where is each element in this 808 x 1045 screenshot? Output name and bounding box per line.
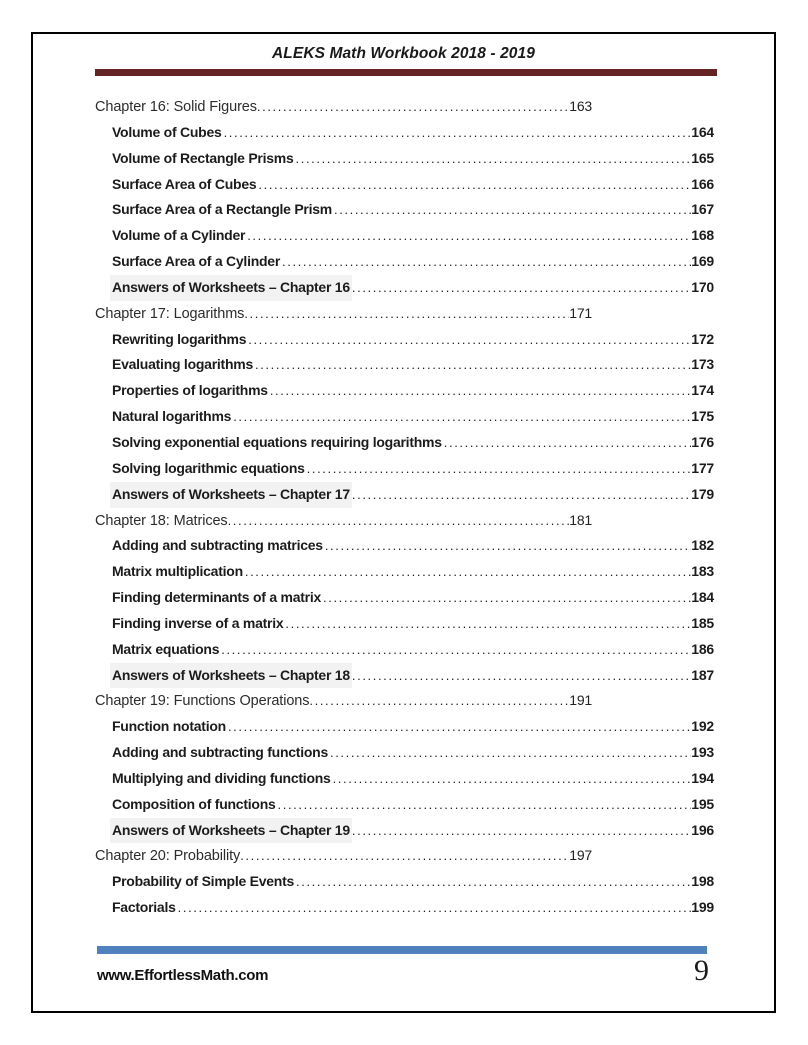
toc-entry[interactable] [95,456,714,482]
toc-entry-page: 187 [691,666,714,683]
toc-entry-label: Answers of Worksheets – Chapter 16 [110,275,352,301]
dot-leader [330,740,691,766]
toc-entry-page: 183 [691,563,714,580]
toc-entry-label: Evaluating logarithms [112,356,253,373]
toc-entry-page: 179 [691,485,714,502]
toc-entry[interactable] [95,508,592,534]
toc-entry-page: 168 [691,227,714,244]
toc-entry-label: Multiplying and dividing functions [112,769,331,786]
toc-entry-page: 172 [691,330,714,347]
toc-entry[interactable] [95,895,714,921]
toc-entry[interactable] [95,249,714,275]
toc-entry-label: Factorials [112,899,176,916]
toc-entry-page: 173 [691,356,714,373]
toc-entry[interactable] [95,766,714,792]
dot-leader [333,766,692,792]
toc-entry-page: 198 [691,873,714,890]
toc-entry-label: Volume of a Cylinder [112,227,246,244]
dot-leader [255,352,691,378]
dot-leader [352,818,691,844]
toc-entry[interactable] [95,688,592,714]
page-number: 9 [694,954,709,987]
toc-entry[interactable] [95,352,714,378]
dot-leader [307,456,692,482]
dot-leader [178,895,692,921]
toc-entry-label: Natural logarithms [112,408,232,425]
dot-leader [258,172,691,198]
footer [97,954,711,988]
dot-leader [309,688,569,714]
toc-entry[interactable] [95,482,714,508]
footer-rule [97,946,707,954]
header-rule [95,69,717,76]
toc-entry[interactable] [95,404,714,430]
toc-entry-label: Solving logarithmic equations [112,459,305,476]
toc-entry-label: Adding and subtracting functions [112,744,328,761]
toc-entry-page: 176 [691,433,714,450]
toc-entry[interactable] [95,275,714,301]
toc-entry-label: Chapter 16: Solid Figures [95,99,257,115]
toc-entry[interactable] [95,120,714,146]
toc-entry-label: Finding determinants of a matrix [112,589,322,606]
toc-entry-label: Answers of Worksheets – Chapter 17 [110,482,352,508]
toc-entry-page: 195 [691,795,714,812]
dot-leader [257,94,569,120]
dot-leader [296,146,692,172]
toc-entry[interactable] [95,637,714,663]
toc-entry[interactable] [95,223,714,249]
toc-entry-label: Chapter 19: Functions Operations [95,693,310,710]
toc-entry-page: 192 [691,718,714,735]
toc-entry-label: Composition of functions [112,795,276,812]
dot-leader [444,430,691,456]
toc-entry[interactable] [95,378,714,404]
toc-entry[interactable] [95,533,714,559]
dot-leader [224,120,692,146]
toc-entry-page: 170 [691,278,714,295]
dot-leader [244,301,569,327]
toc-entry-page: 193 [691,744,714,761]
toc-entry[interactable] [95,146,714,172]
toc-entry-label: Volume of Rectangle Prisms [112,149,294,166]
toc-entry-page: 174 [691,382,714,399]
toc-entry-page: 196 [691,821,714,838]
dot-leader [221,637,691,663]
toc-entry-page: 191 [569,692,592,709]
toc-entry-label: Surface Area of a Cylinder [112,253,281,270]
toc-entry[interactable] [95,611,714,637]
toc-entry-label: Chapter 18: Matrices [95,512,228,529]
dot-leader [285,611,691,637]
toc-entry-label: Function notation [112,718,226,735]
toc-entry-page: 184 [691,589,714,606]
toc-entry[interactable] [95,197,714,223]
toc-entry-label: Answers of Worksheets – Chapter 18 [110,663,352,689]
dot-leader [247,223,691,249]
dot-leader [352,663,691,689]
dot-leader [282,249,691,275]
toc-entry-page: 165 [691,149,714,166]
toc-entry-label: Probability of Simple Events [112,873,295,890]
toc-entry-page: 171 [569,304,592,321]
dot-leader [228,714,691,740]
toc-entry-page: 169 [691,253,714,270]
toc-entry[interactable] [95,430,714,456]
toc-entry-page: 164 [691,123,714,140]
dot-leader [352,482,691,508]
toc-entry[interactable] [95,714,714,740]
dot-leader [323,585,691,611]
toc-entry[interactable] [95,559,714,585]
toc-entry-label: Surface Area of a Rectangle Prism [112,201,332,218]
dot-leader [233,404,691,430]
toc-entry-page: 185 [691,614,714,631]
toc-entry-page: 167 [691,201,714,218]
dot-leader [245,559,691,585]
toc-entry-page: 199 [691,899,714,916]
toc-entry-page: 177 [691,459,714,476]
toc-entry-label: Matrix multiplication [112,563,243,580]
toc-entry[interactable] [95,843,592,869]
toc-entry-label: Answers of Worksheets – Chapter 19 [110,818,352,844]
dot-leader [270,378,691,404]
toc-entry-label: Chapter 17: Logarithms [95,305,245,322]
toc-entry-page: 166 [691,175,714,192]
toc-entry[interactable] [95,94,592,120]
dot-leader [352,275,691,301]
toc-entry[interactable] [95,172,714,198]
toc-entry[interactable] [95,818,714,844]
dot-leader [334,197,691,223]
page-border-frame [31,32,776,1013]
dot-leader [325,533,691,559]
toc-entry[interactable] [95,327,714,353]
toc-entry-page: 181 [569,511,592,528]
toc-entry-label: Surface Area of Cubes [112,175,257,192]
dot-leader [240,843,569,869]
toc-entry[interactable] [95,585,714,611]
toc-entry-label: Volume of Cubes [112,123,222,140]
toc-entry[interactable] [95,869,714,895]
toc-entry-page: 163 [569,98,592,114]
dot-leader [278,792,692,818]
toc-entry-label: Properties of logarithms [112,382,268,399]
page-title: ALEKS Math Workbook 2018 - 2019 [272,45,535,62]
toc-entry-label: Matrix equations [112,640,220,657]
toc-entry-label: Solving exponential equations requiring logarithms [112,433,442,450]
toc-entry-label: Rewriting logarithms [112,330,247,347]
toc-entry-page: 197 [569,847,592,864]
website-link[interactable]: www.EffortlessMath.com [97,967,269,984]
toc-entry-page: 182 [691,537,714,554]
toc-entry-label: Adding and subtracting matrices [112,537,323,554]
toc-entry-label: Finding inverse of a matrix [112,614,284,631]
toc-entry[interactable] [95,663,714,689]
dot-leader [228,508,570,534]
table-of-contents [95,94,714,921]
toc-entry-page: 186 [691,640,714,657]
toc-entry-page: 194 [691,769,714,786]
dot-leader [296,869,691,895]
toc-entry[interactable] [95,301,592,327]
dot-leader [248,327,691,353]
toc-entry-page: 175 [691,408,714,425]
toc-entry-label: Chapter 20: Probability [95,848,241,865]
toc-entry[interactable] [95,792,714,818]
toc-entry[interactable] [95,740,714,766]
